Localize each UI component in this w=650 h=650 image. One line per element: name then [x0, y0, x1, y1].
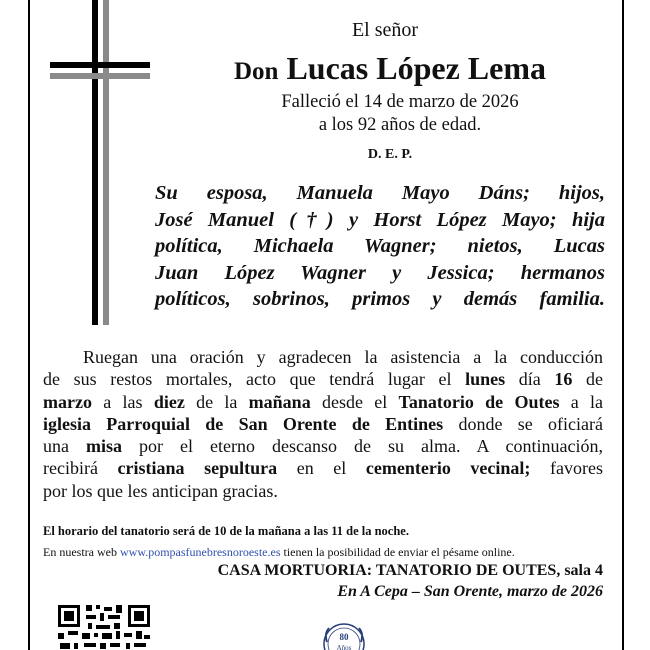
- deceased-name: [180, 50, 600, 87]
- place-date: En A Cepa – San Orente, marzo de 2026: [337, 583, 603, 600]
- funeral-home: CASA MORTUORIA: TANATORIO DE OUTES, sala 4: [217, 562, 603, 579]
- body-line: Ruegan una oración y agradecen la asistencia a la conducción: [83, 347, 603, 367]
- ceremony-paragraph: [43, 346, 603, 502]
- deceased-full-name: Lucas López Lema: [286, 50, 546, 86]
- qr-code-icon[interactable]: [56, 603, 152, 650]
- title-prefix: Don: [233, 58, 279, 85]
- cross-icon: [50, 0, 150, 325]
- family-line: Su esposa, Manuela Mayo Dáns; hijos,: [155, 182, 605, 204]
- family-line: política, Michaela Wagner; nietos, Lucas: [155, 235, 605, 257]
- web-condolences: En nuestra web www.pompasfunebresnoroeste.es tienen la posibilidad de enviar el pésame online.: [43, 545, 515, 559]
- rip-text: D. E. P.: [367, 147, 413, 162]
- body-line: recibirá cristiana sepultura en el cementerio vecinal; favores: [43, 458, 603, 479]
- body-line: marzo a las diez de la mañana desde el Tanatorio de Outes a la: [43, 391, 604, 412]
- family-line: José Manuel (†) y Horst López Mayo; hija: [155, 208, 605, 231]
- family-line: políticos, sobrinos, primos y demás familia.: [155, 288, 605, 310]
- death-date: Falleció el 14 de marzo de 2026: [281, 92, 519, 112]
- wake-hours: El horario del tanatorio será de 10 de la mañana a las 11 de la noche.: [43, 524, 409, 538]
- family-line: Juan López Wagner y Jessica; hermanos: [155, 261, 605, 284]
- body-line: iglesia Parroquial de San Orente de Entines donde se oficiará: [43, 413, 603, 434]
- seal-number: 80: [339, 632, 349, 642]
- seal-word: Años: [336, 644, 352, 650]
- right-border-line: [622, 0, 624, 650]
- website-link[interactable]: www.pompasfunebresnoroeste.es: [119, 545, 281, 559]
- anniversary-seal-icon: [320, 620, 368, 650]
- left-border-line: [28, 0, 30, 650]
- age-at-death: a los 92 años de edad.: [318, 115, 482, 135]
- body-line: de sus restos mortales, acto que tendrá lugar el lunes día 16 de: [43, 369, 603, 390]
- body-line: una misa por el eterno descanso de su alma. A continuación,: [43, 436, 603, 457]
- intro-text: El señor: [351, 19, 419, 41]
- body-line: por los que les anticipan gracias.: [43, 480, 278, 501]
- family-paragraph: [155, 180, 605, 313]
